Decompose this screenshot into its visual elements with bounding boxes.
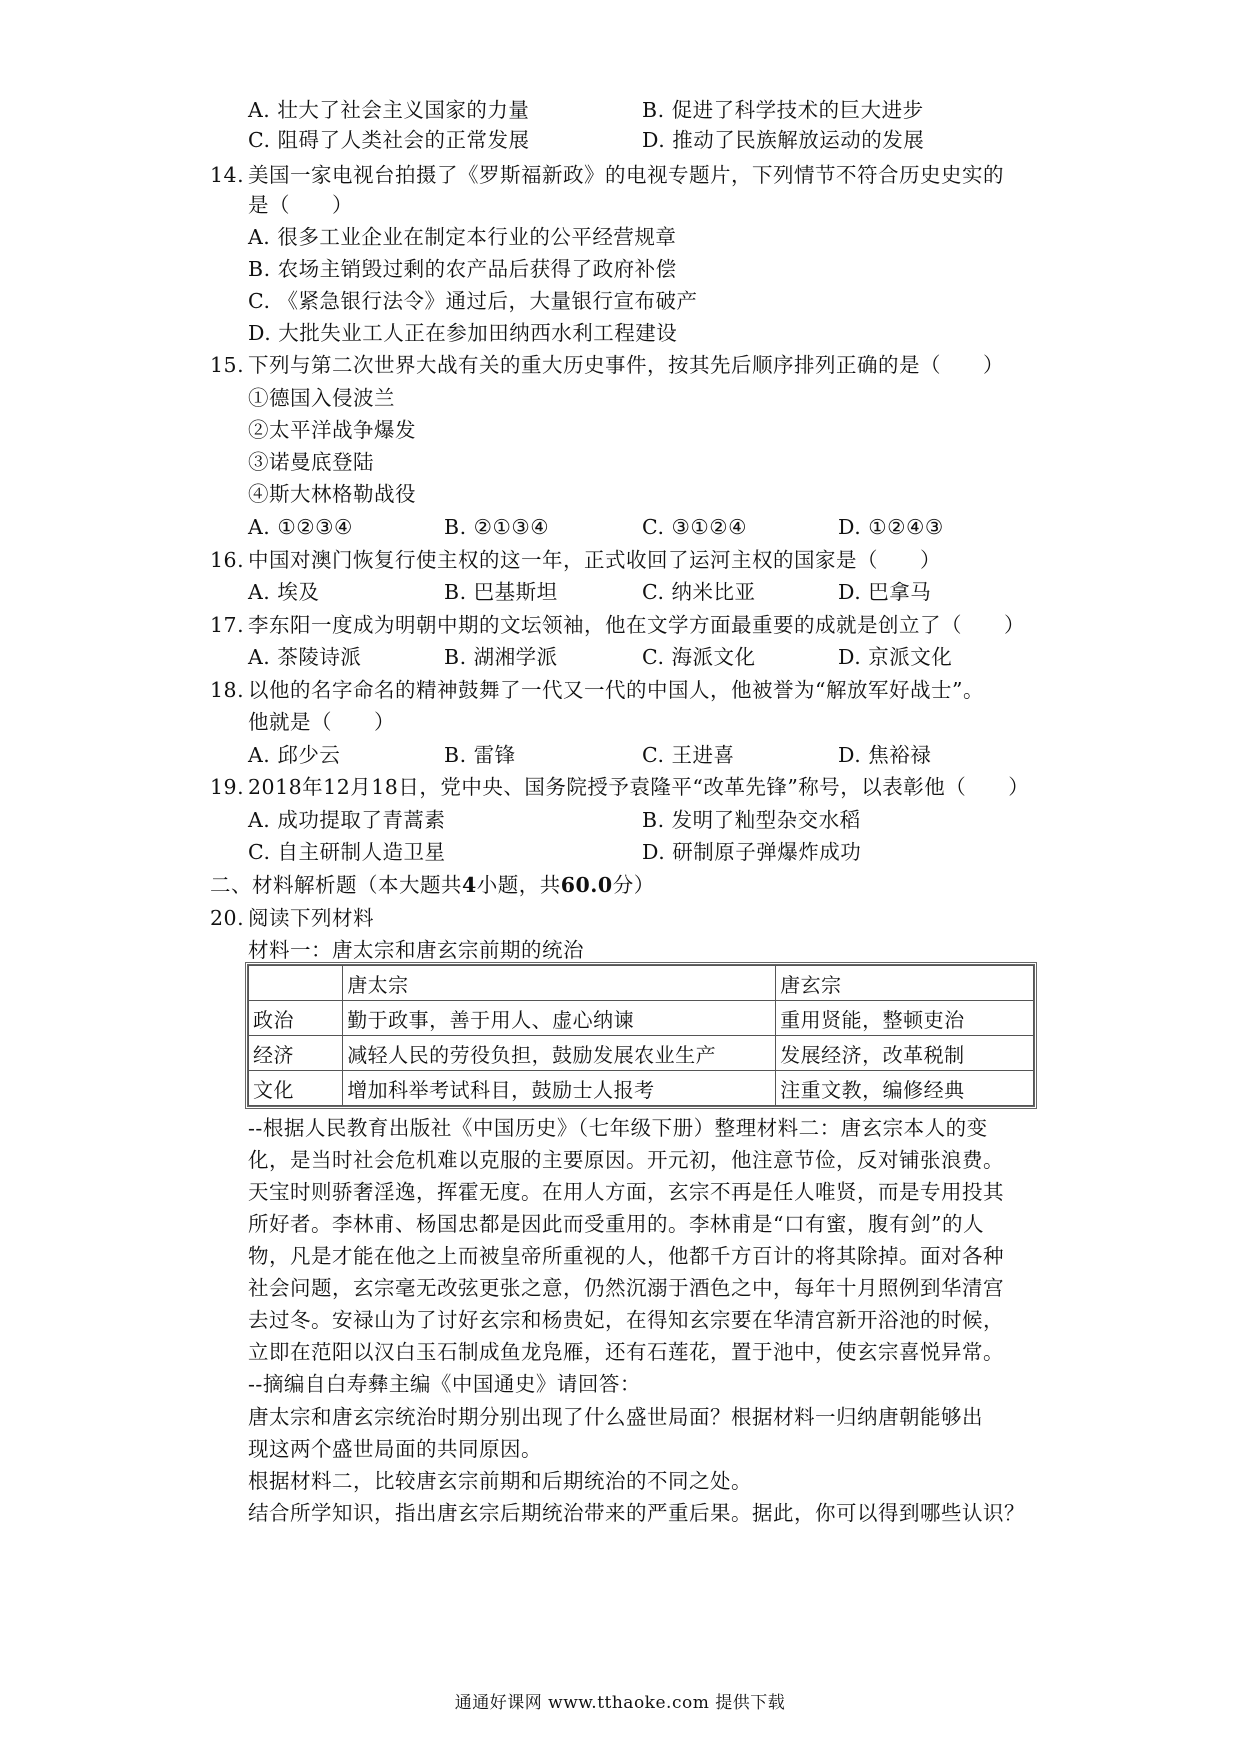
- question-line: 现这两个盛世局面的共同原因。: [248, 1437, 542, 1461]
- q15-item-1: ①德国入侵波兰: [248, 386, 395, 410]
- q17-number: 17.: [210, 613, 245, 637]
- q15-item-4: ④斯大林格勒战役: [248, 482, 416, 506]
- q18-stem-line2: 他就是（ ）: [248, 710, 395, 734]
- section-2-suffix: 分）: [612, 873, 655, 897]
- q17-option-c: C. 海派文化: [642, 645, 756, 669]
- q19-option-c: C. 自主研制人造卫星: [248, 840, 446, 864]
- section-2-middle: 小题，共: [476, 873, 561, 897]
- material-text-line: 去过冬。安禄山为了讨好玄宗和杨贵妃，在得知玄宗要在华清宫新开浴池的时候，: [248, 1308, 1004, 1332]
- table-cell: 政治: [249, 1001, 343, 1036]
- q16-option-d: D. 巴拿马: [838, 580, 932, 604]
- table-cell: 注重文教，编修经典: [776, 1071, 1034, 1106]
- material-text-line: 天宝时则骄奢淫逸，挥霍无度。在用人方面，玄宗不再是任人唯贤，而是专用投其: [248, 1180, 1004, 1204]
- material1-table: [248, 965, 1034, 1106]
- q19-option-b: B. 发明了籼型杂交水稻: [642, 808, 861, 832]
- q17-option-d: D. 京派文化: [838, 645, 953, 669]
- q15-option-d: D. ①②④③: [838, 515, 944, 539]
- table-header-row: [249, 966, 1034, 1001]
- table-header-cell: 唐玄宗: [776, 966, 1034, 1001]
- q14-option-d: D. 大批失业工人正在参加田纳西水利工程建设: [248, 321, 678, 345]
- table-cell: 经济: [249, 1036, 343, 1071]
- material-text-line: 立即在范阳以汉白玉石制成鱼龙凫雁，还有石莲花，置于池中，使玄宗喜悦异常。: [248, 1340, 1004, 1364]
- q13-option-d: D. 推动了民族解放运动的发展: [642, 128, 925, 152]
- table-header-cell: [249, 966, 343, 1001]
- material-text-line: 社会问题，玄宗毫无改弦更张之意，仍然沉溺于酒色之中，每年十月照例到华清宫: [248, 1276, 1004, 1300]
- q16-number: 16.: [210, 548, 245, 572]
- q15-option-b: B. ②①③④: [444, 515, 550, 539]
- q14-option-b: B. 农场主销毁过剩的农产品后获得了政府补偿: [248, 257, 677, 281]
- q19-option-a: A. 成功提取了青蒿素: [248, 808, 446, 832]
- q15-option-a: A. ①②③④: [248, 515, 353, 539]
- q15-item-3: ③诺曼底登陆: [248, 450, 374, 474]
- q19-option-d: D. 研制原子弹爆炸成功: [642, 840, 862, 864]
- table-cell: 发展经济，改革税制: [776, 1036, 1034, 1071]
- material-text-line: 所好者。李林甫、杨国忠都是因此而受重用的。李林甫是“口有蜜，腹有剑”的人: [248, 1212, 984, 1236]
- table-row: [249, 1001, 1034, 1036]
- q17-option-b: B. 湖湘学派: [444, 645, 558, 669]
- q15-number: 15.: [210, 353, 245, 377]
- q20-intro: 阅读下列材料: [248, 906, 374, 930]
- material1-title: 材料一：唐太宗和唐玄宗前期的统治: [248, 938, 584, 962]
- page-footer: 通通好课网 www.tthaoke.com 提供下载: [454, 1693, 786, 1713]
- material-text-line: --根据人民教育出版社《中国历史》（七年级下册）整理材料二：唐玄宗本人的变: [248, 1116, 988, 1140]
- q20-number: 20.: [210, 906, 245, 930]
- material-text-line: 化，是当时社会危机难以克服的主要原因。开元初，他注意节俭，反对铺张浪费。: [248, 1148, 1004, 1172]
- table-cell: 文化: [249, 1071, 343, 1106]
- material-text-line: 物，凡是才能在他之上而被皇帝所重视的人，他都千方百计的将其除掉。面对各种: [248, 1244, 1004, 1268]
- q18-option-c: C. 王进喜: [642, 743, 735, 767]
- q13-option-c: C. 阻碍了人类社会的正常发展: [248, 128, 530, 152]
- q16-option-b: B. 巴基斯坦: [444, 580, 558, 604]
- q17-option-a: A. 茶陵诗派: [248, 645, 362, 669]
- q19-stem: 2018年12月18日，党中央、国务院授予袁隆平“改革先锋”称号，以表彰他（ ）: [248, 775, 1030, 799]
- table-row: [249, 1071, 1034, 1106]
- q14-stem-line2: 是（ ）: [248, 193, 353, 217]
- q19-number: 19.: [210, 775, 245, 799]
- section-2-heading: [210, 870, 655, 900]
- question-line: 结合所学知识，指出唐玄宗后期统治带来的严重后果。据此，你可以得到哪些认识？: [248, 1501, 1025, 1525]
- question-line: 根据材料二，比较唐玄宗前期和后期统治的不同之处。: [248, 1469, 752, 1493]
- section-2-prefix: 二、材料解析题（本大题共: [210, 873, 462, 897]
- q13-option-b: B. 促进了科学技术的巨大进步: [642, 98, 924, 122]
- section-2-score: 60.0: [560, 873, 613, 897]
- section-2-question-count: 4: [462, 873, 477, 897]
- q16-stem: 中国对澳门恢复行使主权的这一年，正式收回了运河主权的国家是（ ）: [248, 548, 941, 572]
- q17-stem: 李东阳一度成为明朝中期的文坛领袖，他在文学方面最重要的成就是创立了（ ）: [248, 613, 1025, 637]
- table-cell: 减轻人民的劳役负担，鼓励发展农业生产: [343, 1036, 776, 1071]
- q13-option-a: A. 壮大了社会主义国家的力量: [248, 98, 530, 122]
- q15-stem: 下列与第二次世界大战有关的重大历史事件，按其先后顺序排列正确的是（ ）: [248, 353, 1004, 377]
- q16-option-c: C. 纳米比亚: [642, 580, 756, 604]
- q14-option-a: A. 很多工业企业在制定本行业的公平经营规章: [248, 225, 677, 249]
- table-cell: 勤于政事，善于用人、虚心纳谏: [343, 1001, 776, 1036]
- q18-number: 18.: [210, 678, 245, 702]
- q14-number: 14.: [210, 163, 245, 187]
- q18-option-d: D. 焦裕禄: [838, 743, 932, 767]
- material-source-line: --摘编自白寿彝主编《中国通史》请回答：: [248, 1372, 641, 1396]
- q18-option-a: A. 邱少云: [248, 743, 341, 767]
- q15-option-c: C. ③①②④: [642, 515, 747, 539]
- q14-stem-line1: 美国一家电视台拍摄了《罗斯福新政》的电视专题片，下列情节不符合历史史实的: [248, 163, 1004, 187]
- table-cell: 重用贤能，整顿吏治: [776, 1001, 1034, 1036]
- table-row: [249, 1036, 1034, 1071]
- q18-stem-line1: 以他的名字命名的精神鼓舞了一代又一代的中国人，他被誉为“解放军好战士”。: [248, 678, 984, 702]
- q18-option-b: B. 雷锋: [444, 743, 516, 767]
- q15-item-2: ②太平洋战争爆发: [248, 418, 416, 442]
- question-line: 唐太宗和唐玄宗统治时期分别出现了什么盛世局面？根据材料一归纳唐朝能够出: [248, 1405, 983, 1429]
- q14-option-c: C. 《紧急银行法令》通过后，大量银行宣布破产: [248, 289, 698, 313]
- q16-option-a: A. 埃及: [248, 580, 320, 604]
- table-header-cell: 唐太宗: [343, 966, 776, 1001]
- table-cell: 增加科举考试科目，鼓励士人报考: [343, 1071, 776, 1106]
